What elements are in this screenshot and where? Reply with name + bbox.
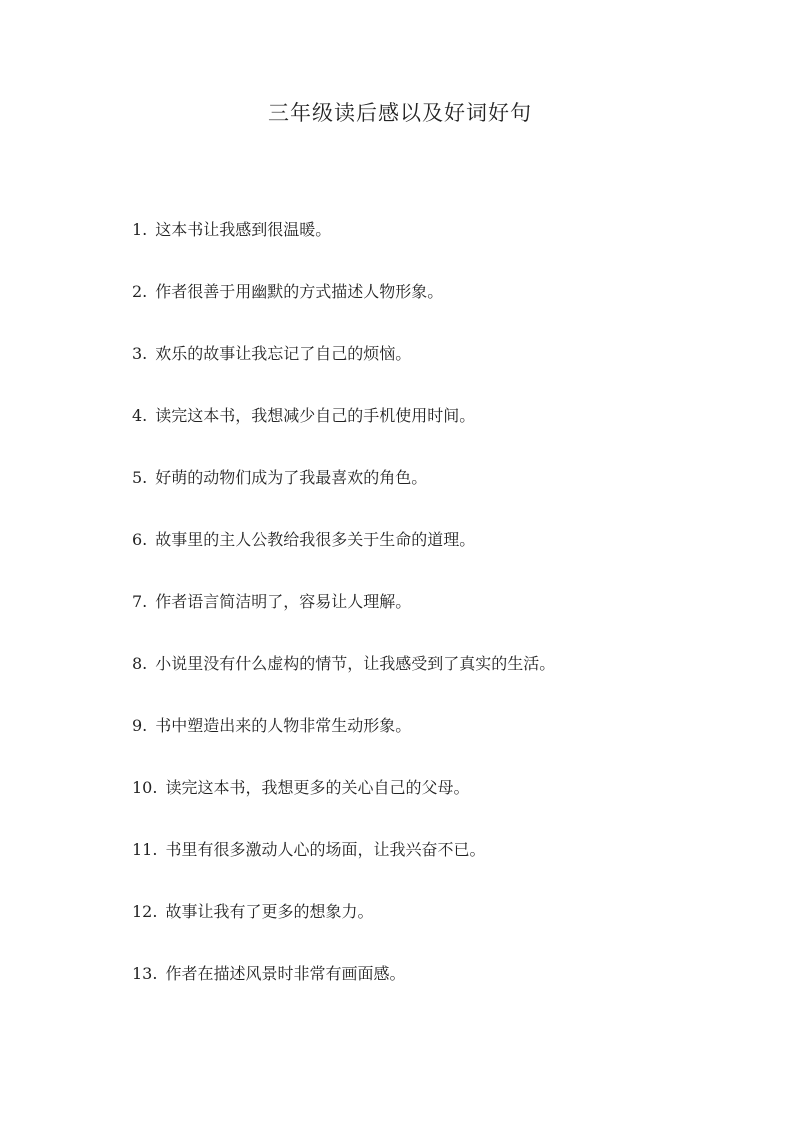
item-text: 好萌的动物们成为了我最喜欢的角色。 [155, 468, 428, 487]
list-item [132, 279, 752, 341]
item-number: 10. [132, 778, 158, 797]
item-number: 9. [132, 716, 148, 735]
item-text: 故事里的主人公教给我很多关于生命的道理。 [155, 530, 476, 549]
item-number: 4. [132, 406, 148, 425]
item-number: 1. [132, 220, 148, 239]
list-item [132, 527, 752, 589]
item-text: 书里有很多激动人心的场面，让我兴奋不已。 [165, 840, 486, 859]
item-number: 3. [132, 344, 148, 363]
item-number: 6. [132, 530, 148, 549]
item-number: 7. [132, 592, 148, 611]
item-number: 13. [132, 964, 158, 983]
item-number: 5. [132, 468, 148, 487]
sentence-list [132, 217, 752, 1023]
list-item [132, 775, 752, 837]
list-item [132, 341, 752, 403]
list-item [132, 217, 752, 279]
list-item [132, 961, 752, 1023]
item-number: 12. [132, 902, 158, 921]
item-text: 读完这本书，我想减少自己的手机使用时间。 [155, 406, 476, 425]
item-text: 作者很善于用幽默的方式描述人物形象。 [155, 282, 444, 301]
item-number: 11. [132, 840, 158, 859]
list-item [132, 837, 752, 899]
list-item [132, 465, 752, 527]
item-text: 小说里没有什么虚构的情节，让我感受到了真实的生活。 [155, 654, 556, 673]
list-item [132, 651, 752, 713]
item-text: 这本书让我感到很温暖。 [155, 220, 332, 239]
item-text: 欢乐的故事让我忘记了自己的烦恼。 [155, 344, 412, 363]
list-item [132, 899, 752, 961]
item-text: 作者语言简洁明了，容易让人理解。 [155, 592, 412, 611]
item-text: 书中塑造出来的人物非常生动形象。 [155, 716, 412, 735]
item-text: 作者在描述风景时非常有画面感。 [165, 964, 406, 983]
list-item [132, 713, 752, 775]
item-number: 8. [132, 654, 148, 673]
page-title: 三年级读后感以及好词好句 [268, 101, 532, 125]
item-text: 读完这本书，我想更多的关心自己的父母。 [165, 778, 470, 797]
list-item [132, 403, 752, 465]
item-text: 故事让我有了更多的想象力。 [165, 902, 374, 921]
list-item [132, 589, 752, 651]
item-number: 2. [132, 282, 148, 301]
